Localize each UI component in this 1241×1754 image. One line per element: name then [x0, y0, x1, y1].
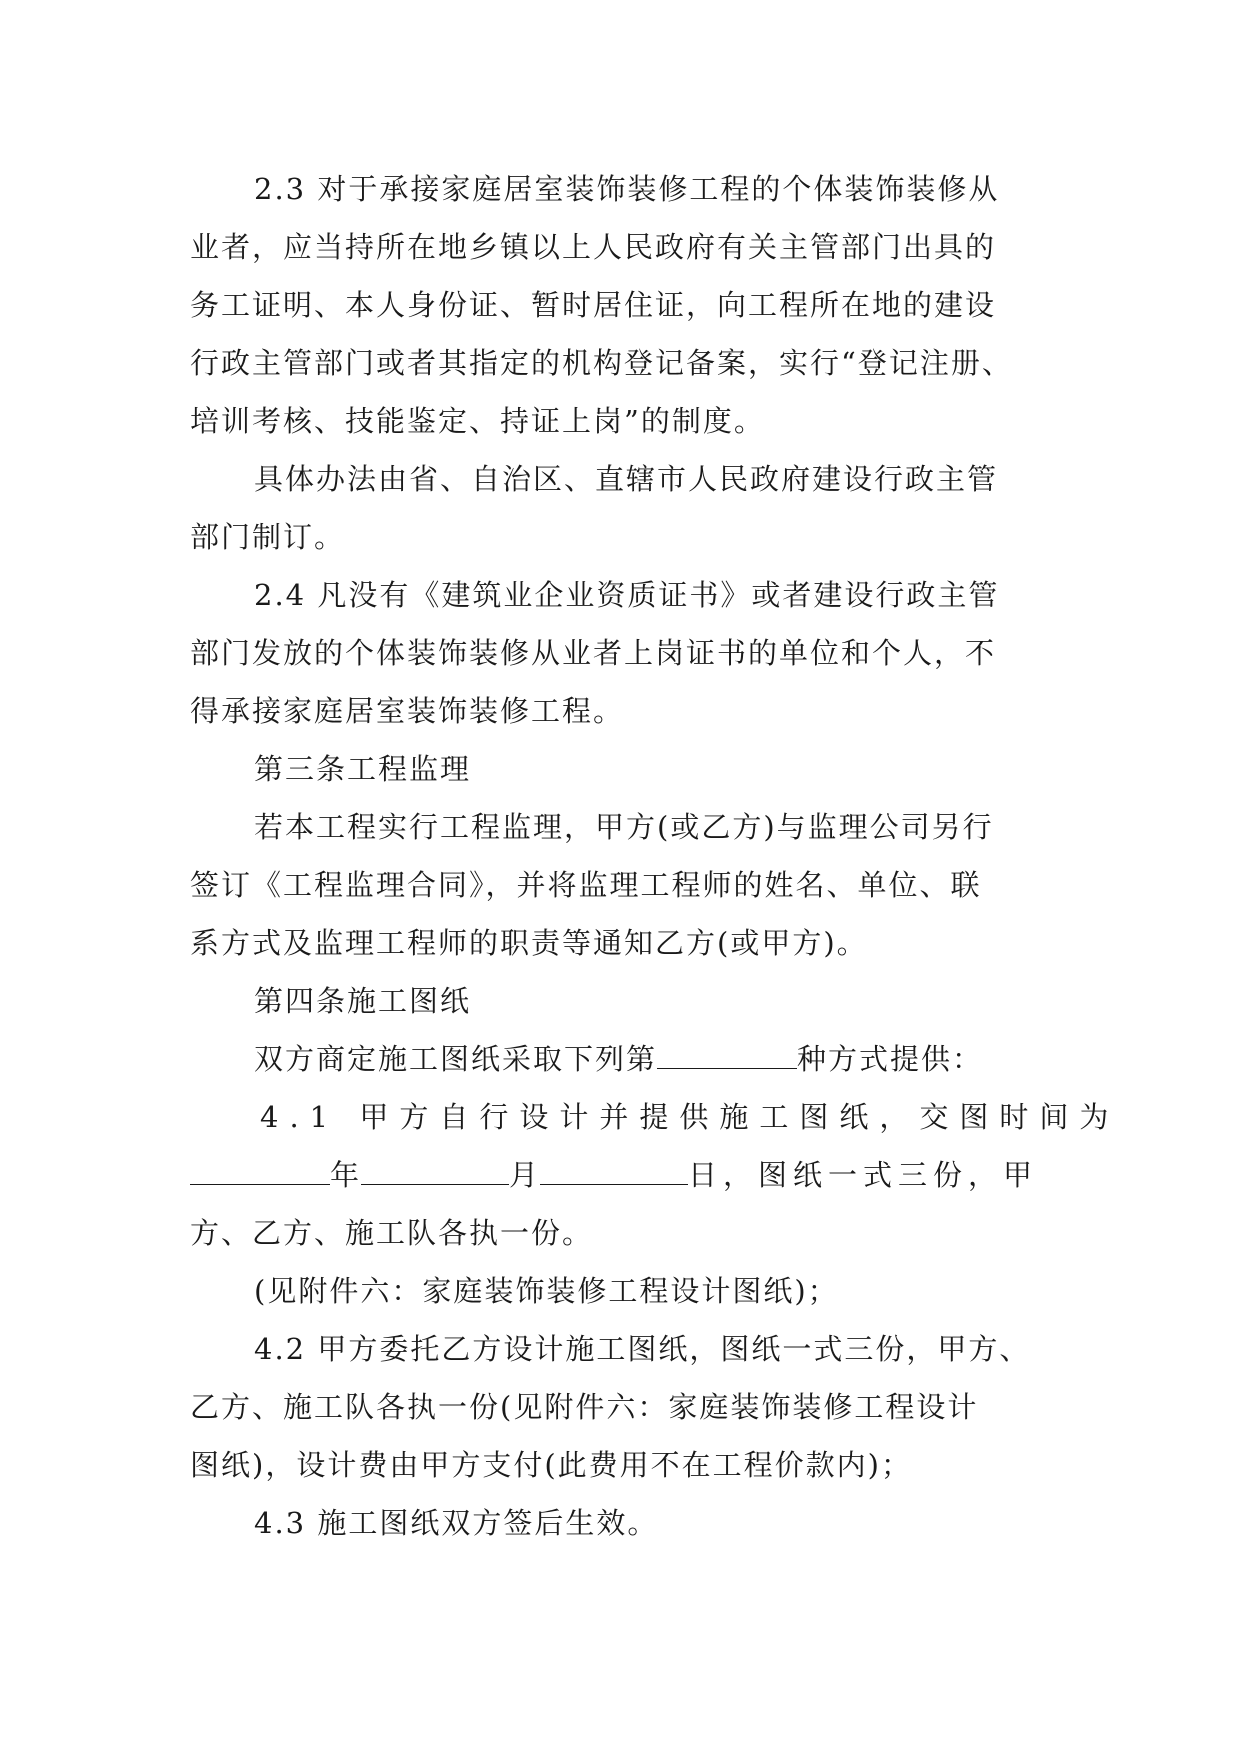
- paragraph-line: [190, 1146, 1052, 1204]
- paragraph-line: 4.1 甲方自行设计并提供施工图纸，交图时间为: [260, 1100, 1120, 1134]
- paragraph-line: 2.4 凡没有《建筑业企业资质证书》或者建设行政主管: [254, 578, 1000, 612]
- text-run: 种方式提供：: [797, 1042, 984, 1076]
- paragraph-line: 4.2 甲方委托乙方设计施工图纸，图纸一式三份，甲方、: [254, 1332, 1031, 1366]
- paragraph-line: 部门制订。: [190, 520, 346, 554]
- paragraph-line: (见附件六：家庭装饰装修工程设计图纸)；: [254, 1274, 839, 1308]
- fill-in-blank-year[interactable]: [190, 1160, 330, 1185]
- paragraph-line: 部门发放的个体装饰装修从业者上岗证书的单位和个人，不: [190, 636, 997, 670]
- paragraph-line: 乙方、施工队各执一份(见附件六：家庭装饰装修工程设计: [190, 1390, 979, 1424]
- paragraph-line: 培训考核、技能鉴定、持证上岗”的制度。: [190, 404, 765, 438]
- section-heading: 第四条施工图纸: [254, 984, 472, 1018]
- text-run: 双方商定施工图纸采取下列第: [254, 1042, 658, 1076]
- paragraph-line: 2.3 对于承接家庭居室装饰装修工程的个体装饰装修从: [254, 172, 1000, 206]
- paragraph-line: 业者，应当持所在地乡镇以上人民政府有关主管部门出具的: [190, 230, 997, 264]
- fill-in-blank-day[interactable]: [540, 1160, 688, 1185]
- paragraph-line: 行政主管部门或者其指定的机构登记备案，实行“登记注册、: [190, 346, 1013, 380]
- paragraph-line: 若本工程实行工程监理，甲方(或乙方)与监理公司另行: [254, 810, 994, 844]
- fill-in-blank[interactable]: [657, 1044, 797, 1069]
- paragraph-line: [190, 1030, 1052, 1088]
- fill-in-blank-month[interactable]: [361, 1160, 509, 1185]
- paragraph-line: 签订《工程监理合同》，并将监理工程师的姓名、单位、联: [190, 868, 982, 902]
- paragraph-line: 具体办法由省、自治区、直辖市人民政府建设行政主管: [254, 462, 999, 496]
- paragraph-line: 4.3 施工图纸双方签后生效。: [254, 1506, 659, 1540]
- text-run: 年: [330, 1158, 362, 1192]
- section-heading: 第三条工程监理: [254, 752, 472, 786]
- paragraph-line: 务工证明、本人身份证、暂时居住证，向工程所在地的建设: [190, 288, 997, 322]
- paragraph-line: 图纸)，设计费由甲方支付(此费用不在工程价款内)；: [190, 1448, 912, 1482]
- paragraph-line: 方、乙方、施工队各执一份。: [190, 1216, 594, 1250]
- text-run: 月: [509, 1158, 541, 1192]
- text-run: 日，图纸一式三份，甲: [688, 1158, 1039, 1192]
- paragraph-line: 系方式及监理工程师的职责等通知乙方(或甲方)。: [190, 926, 868, 960]
- document-body: [190, 160, 1120, 1552]
- paragraph-line: 得承接家庭居室装饰装修工程。: [190, 694, 625, 728]
